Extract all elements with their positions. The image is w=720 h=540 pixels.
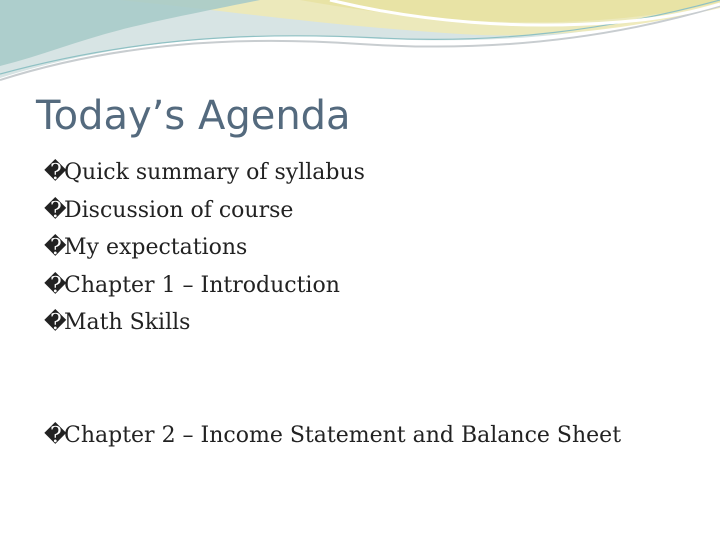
agenda-item <box>44 229 621 267</box>
agenda-item-text: Math Skills <box>64 310 191 335</box>
agenda-item <box>44 192 621 230</box>
agenda-item-text: Discussion of course <box>64 197 294 223</box>
bullet-icon: � <box>44 235 67 260</box>
agenda-item <box>44 267 621 305</box>
agenda-item <box>44 154 621 192</box>
agenda-item-text: Chapter 1 – Introduction <box>64 272 340 298</box>
bullet-icon: � <box>44 197 67 223</box>
agenda-item <box>44 417 621 455</box>
agenda-item <box>44 304 621 342</box>
bullet-icon: � <box>44 272 67 298</box>
bullet-icon: � <box>44 160 67 185</box>
agenda-list <box>44 154 621 454</box>
bullet-icon: � <box>44 310 67 335</box>
agenda-item-text: Quick summary of syllabus <box>64 160 365 185</box>
bullet-icon: � <box>44 422 67 448</box>
header-wave-decoration <box>0 0 720 90</box>
slide-title: Today’s Agenda <box>36 93 351 139</box>
agenda-item-text: Chapter 2 – Income Statement and Balance Sheet <box>64 422 622 448</box>
agenda-item-text: My expectations <box>64 235 248 260</box>
